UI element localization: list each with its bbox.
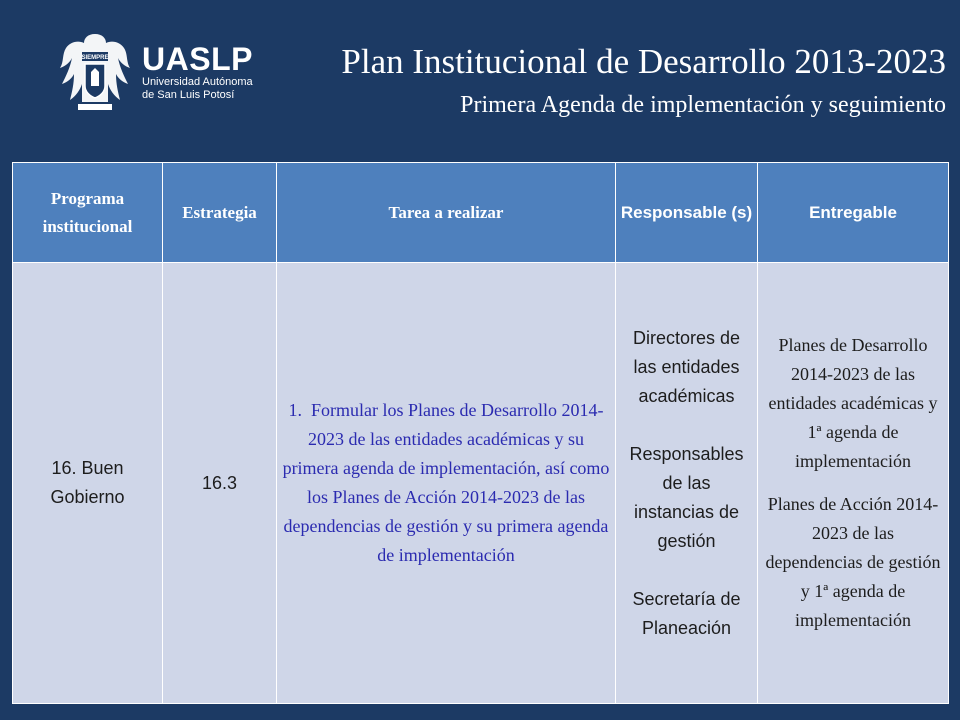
cell-responsable xyxy=(616,263,758,704)
cell-estrategia: 16.3 xyxy=(163,263,277,704)
entregable-item: Planes de Acción 2014-2023 de las dependencias de gestión y 1ª agenda de implementación xyxy=(765,494,941,630)
table-header-row xyxy=(13,163,949,263)
university-crest-icon xyxy=(58,28,132,116)
responsable-item: Responsables de las instancias de gestión xyxy=(629,443,744,551)
responsable-item: Secretaría de Planeación xyxy=(632,588,741,638)
entregable-item: Planes de Desarrollo 2014-2023 de las entidades académicas y 1ª agenda de implementación xyxy=(768,335,938,471)
table-row xyxy=(13,263,949,704)
logo-line-2: de San Luis Potosí xyxy=(142,89,235,101)
page-subtitle: Primera Agenda de implementación y seguimiento xyxy=(460,92,946,118)
header-entregable: Entregable xyxy=(758,163,949,263)
responsable-item: Directores de las entidades académicas xyxy=(632,327,741,406)
tarea-text: Desarrollo 2014-2023 de las entidades académicas y su primera agenda de implementación, así como los Planes de Acción 2014-2023 de las dependencias de gestión y su primera agenda de implementación xyxy=(282,400,610,565)
header-tarea: Tarea a realizar xyxy=(277,163,616,263)
page-title: Plan Institucional de Desarrollo 2013-2023 xyxy=(341,42,946,81)
cell-entregable xyxy=(758,263,949,704)
cell-tarea xyxy=(277,263,616,704)
logo-line-1: Universidad Autónoma xyxy=(142,76,253,88)
header-programa: Programa institucional xyxy=(13,163,163,263)
uaslp-logo xyxy=(58,28,253,116)
header-estrategia: Estrategia xyxy=(163,163,277,263)
logo-name: UASLP xyxy=(142,41,253,77)
tarea-number: 1. xyxy=(288,400,303,420)
tarea-first-line: Formular los Planes de xyxy=(311,400,477,420)
cell-programa: 16. Buen Gobierno xyxy=(13,263,163,704)
crest-banner: SIEMPRE xyxy=(81,55,109,61)
header-responsable: Responsable (s) xyxy=(616,163,758,263)
agenda-table xyxy=(12,162,949,704)
